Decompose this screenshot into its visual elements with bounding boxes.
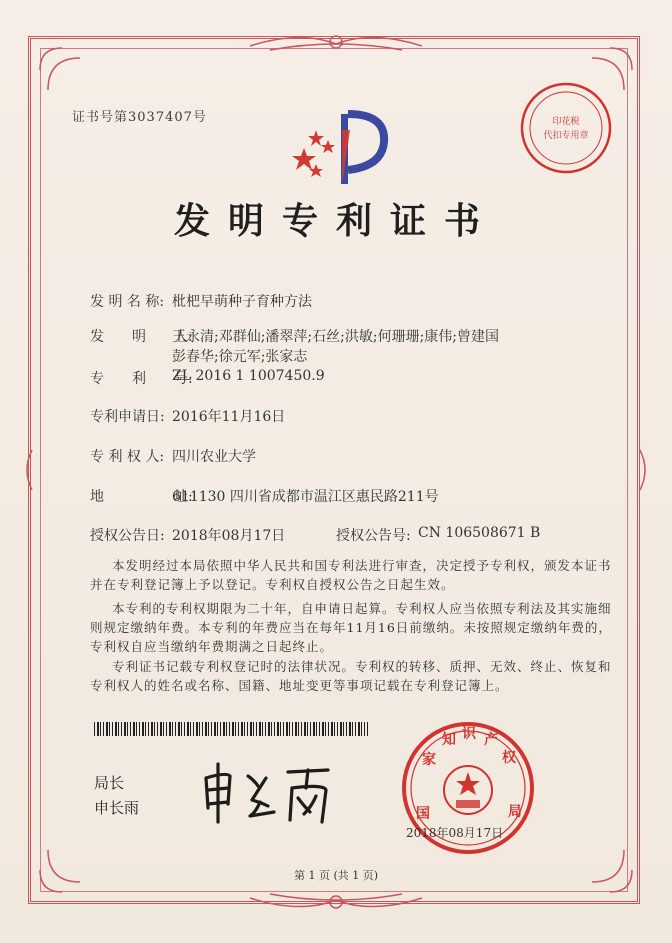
grant-date-value: 2018年08月17日: [172, 528, 286, 544]
inventors-line-2: 彭春华;徐元军;张家志: [172, 349, 308, 365]
handwritten-signature: [196, 758, 346, 828]
patentee-label: 专 利 权 人:: [90, 449, 165, 465]
body-paragraph-2-line-1: 本专利的专利权期限为二十年，自申请日起算。专利权人应当依照专利法及其实施细: [112, 601, 612, 616]
patent-number-value: ZL 2016 1 1007450.9: [172, 368, 325, 384]
svg-text:代扣专用章: 代扣专用章: [543, 131, 589, 141]
grant-number-value: CN 106508671 B: [418, 525, 541, 541]
body-paragraph-3-line-2: 专利权人的姓名或名称、国籍、地址变更等事项记载在专利登记簿上。: [90, 678, 509, 693]
director-title: 局长: [94, 774, 125, 792]
page-number: 第 1 页 (共 1 页): [293, 869, 379, 882]
patentee-value: 四川农业大学: [172, 449, 256, 465]
body-paragraph-2-line-2: 则规定缴纳年费。本专利的年费应当在每年11月16日前缴纳。未按照规定缴纳年费的，: [90, 620, 612, 635]
body-paragraph-1-line-2: 并在专利登记簿上予以登记。专利权自授权公告之日起生效。: [90, 577, 455, 592]
svg-text:国 家 知 识 产: 国 家 知 识 产 权 局: [416, 726, 522, 822]
filing-date-label: 专利申请日:: [90, 409, 165, 425]
svg-text:印花税: 印花税: [552, 117, 580, 127]
invention-name-value: 枇杷早萌种子育种方法: [172, 294, 312, 310]
seal-date: 2018年08月17日: [406, 826, 504, 840]
patent-number-label: 专 利 号:: [90, 371, 193, 387]
inventors-line-1: 王永清;邓群仙;潘翠萍;石丝;洪敏;何珊珊;康伟;曾建国: [172, 329, 500, 345]
director-name: 申长雨: [94, 799, 140, 817]
tax-stamp: [516, 78, 616, 178]
body-paragraph-1-line-1: 本发明经过本局依照中华人民共和国专利法进行审查，决定授予专利权，颁发本证书: [112, 558, 612, 573]
body-paragraph-3-line-1: 专利证书记载专利权登记时的法律状况。专利权的转移、质押、无效、终止、恢复和: [112, 659, 612, 674]
patent-office-logo: [286, 100, 396, 190]
document-title: 发明专利证书: [173, 200, 498, 242]
invention-name-label: 发 明 名 称:: [90, 294, 165, 310]
grant-date-label: 授权公告日:: [90, 528, 165, 544]
body-paragraph-2-line-3: 专利权自应当缴纳年费期满之日起终止。: [90, 639, 334, 654]
barcode: [94, 722, 368, 736]
address-label: 地 址:: [90, 489, 193, 505]
address-value: 611130 四川省成都市温江区惠民路211号: [172, 489, 439, 505]
certificate-number: 证书号第3037407号: [72, 110, 207, 125]
inventors-label: 发 明 人:: [90, 329, 193, 345]
grant-number-label: 授权公告号:: [336, 528, 411, 544]
filing-date-value: 2016年11月16日: [172, 409, 286, 425]
